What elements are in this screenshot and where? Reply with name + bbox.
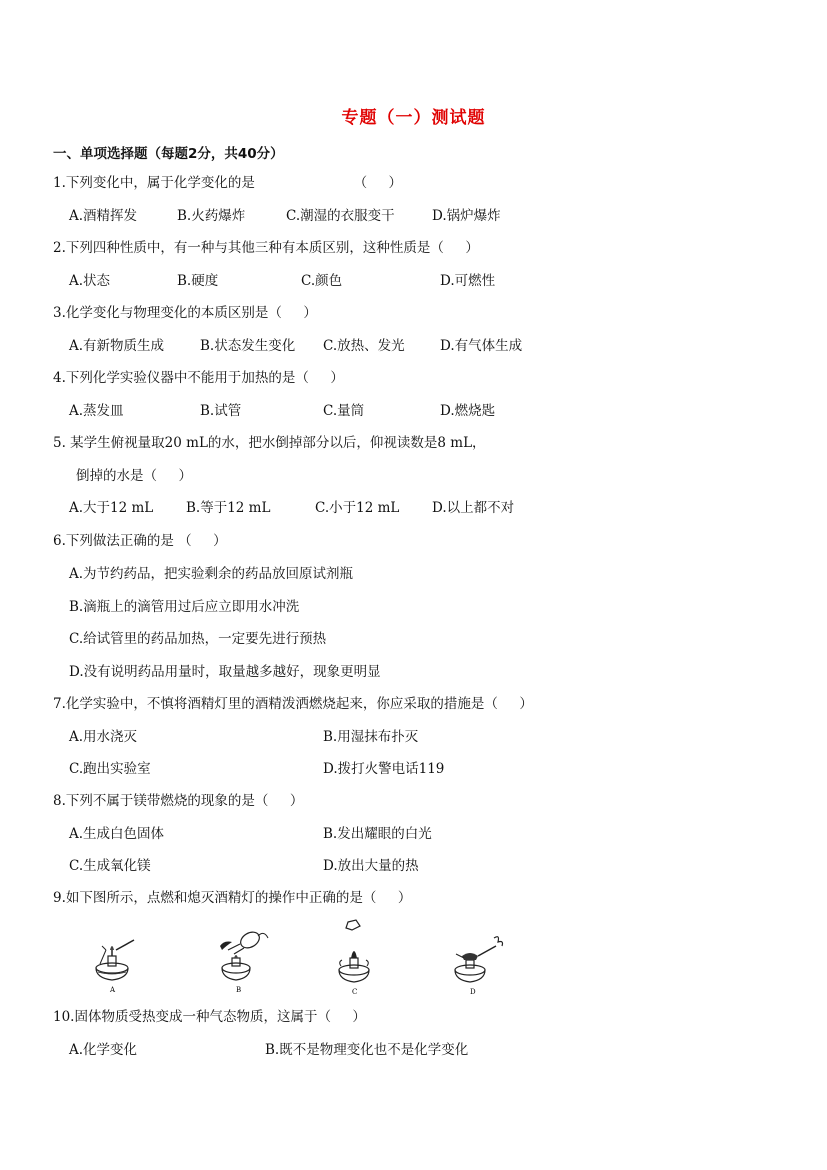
alcohol-lamp-b-image (214, 916, 274, 996)
lamp-a-label: A (110, 986, 116, 994)
lamp-b-label: B (236, 986, 242, 994)
alcohol-lamp-d-image (448, 916, 508, 996)
lamp-c-label: C (352, 988, 358, 996)
option-b: B.发出耀眼的白光 (323, 826, 432, 842)
section-heading: 一、单项选择题（每题2分，共40分） (53, 146, 284, 162)
option-d: D.没有说明药品用量时，取量越多越好，现象更明显 (69, 664, 381, 680)
option-d: D.放出大量的热 (323, 858, 419, 874)
option-c: C.生成氧化镁 (69, 858, 151, 874)
option-c: C.给试管里的药品加热，一定要先进行预热 (69, 631, 327, 647)
option-d: D.燃烧匙 (440, 403, 496, 419)
lamp-d-label: D (470, 988, 476, 996)
option-c: C.潮湿的衣服变干 (286, 208, 395, 224)
option-c: C.跑出实验室 (69, 761, 151, 777)
question-7-options-row2 (69, 760, 769, 778)
question-1-stem: 1.下列变化中，属于化学变化的是 （ ） (53, 175, 403, 191)
alcohol-lamp-c-image (332, 916, 392, 996)
option-a: A.状态 (69, 273, 111, 289)
option-b: B.试管 (200, 403, 242, 419)
option-a: A.化学变化 (69, 1042, 138, 1058)
option-d: D.锅炉爆炸 (432, 208, 501, 224)
option-a: A.生成白色固体 (69, 826, 165, 842)
page-title: 专题（一）测试题 (341, 108, 486, 128)
alcohol-lamp-a-image (84, 916, 144, 996)
option-d: D.有气体生成 (440, 338, 523, 354)
alcohol-lamp-figure (80, 916, 520, 996)
option-b: B.状态发生变化 (200, 338, 296, 354)
question-8-options-row1 (69, 825, 769, 843)
option-c: C.量筒 (323, 403, 365, 419)
option-b: B.硬度 (177, 273, 219, 289)
question-1-options (69, 207, 769, 225)
question-8-options-row2 (69, 857, 769, 875)
question-7-stem: 7.化学实验中，不慎将酒精灯里的酒精泼洒燃烧起来，你应采取的措施是（ ） (53, 696, 533, 712)
option-b: B.滴瓶上的滴管用过后应立即用水冲洗 (69, 599, 300, 615)
question-6-stem: 6.下列做法正确的是 （ ） (53, 533, 227, 549)
option-d: D.拨打火警电话119 (323, 761, 445, 777)
question-5-stem-continued: 倒掉的水是（ ） (76, 468, 192, 484)
question-4-stem: 4.下列化学实验仪器中不能用于加热的是（ ） (53, 370, 344, 386)
question-2-stem: 2.下列四种性质中，有一种与其他三种有本质区别，这种性质是（ ） (53, 240, 479, 256)
question-9-stem: 9.如下图所示，点燃和熄灭酒精灯的操作中正确的是（ ） (53, 890, 412, 906)
question-10-stem: 10.固体物质受热变成一种气态物质，这属于（ ） (53, 1009, 366, 1025)
option-d: D.可燃性 (440, 273, 496, 289)
option-d: D.以上都不对 (432, 500, 515, 516)
option-b: B.等于12 mL (186, 500, 271, 516)
option-c: C.颜色 (301, 273, 343, 289)
option-c: C.小于12 mL (315, 500, 400, 516)
question-3-stem: 3.化学变化与物理变化的本质区别是（ ） (53, 305, 317, 321)
option-b: B.用湿抹布扑灭 (323, 729, 419, 745)
question-8-stem: 8.下列不属于镁带燃烧的现象的是（ ） (53, 793, 304, 809)
question-3-options (69, 337, 769, 355)
option-b: B.火药爆炸 (177, 208, 246, 224)
question-4-options (69, 402, 769, 420)
option-a: A.为节约药品，把实验剩余的药品放回原试剂瓶 (69, 566, 354, 582)
option-a: A.用水浇灭 (69, 729, 138, 745)
option-a: A.大于12 mL (69, 500, 154, 516)
question-2-options (69, 272, 769, 290)
option-a: A.有新物质生成 (69, 338, 165, 354)
question-10-options (69, 1041, 769, 1059)
option-b: B.既不是物理变化也不是化学变化 (265, 1042, 469, 1058)
option-c: C.放热、发光 (323, 338, 405, 354)
question-5-stem: 5. 某学生俯视量取20 mL的水，把水倒掉部分以后，仰视读数是8 mL， (53, 435, 486, 451)
question-5-options (69, 499, 769, 517)
option-a: A.蒸发皿 (69, 403, 124, 419)
question-7-options-row1 (69, 728, 769, 746)
option-a: A.酒精挥发 (69, 208, 138, 224)
